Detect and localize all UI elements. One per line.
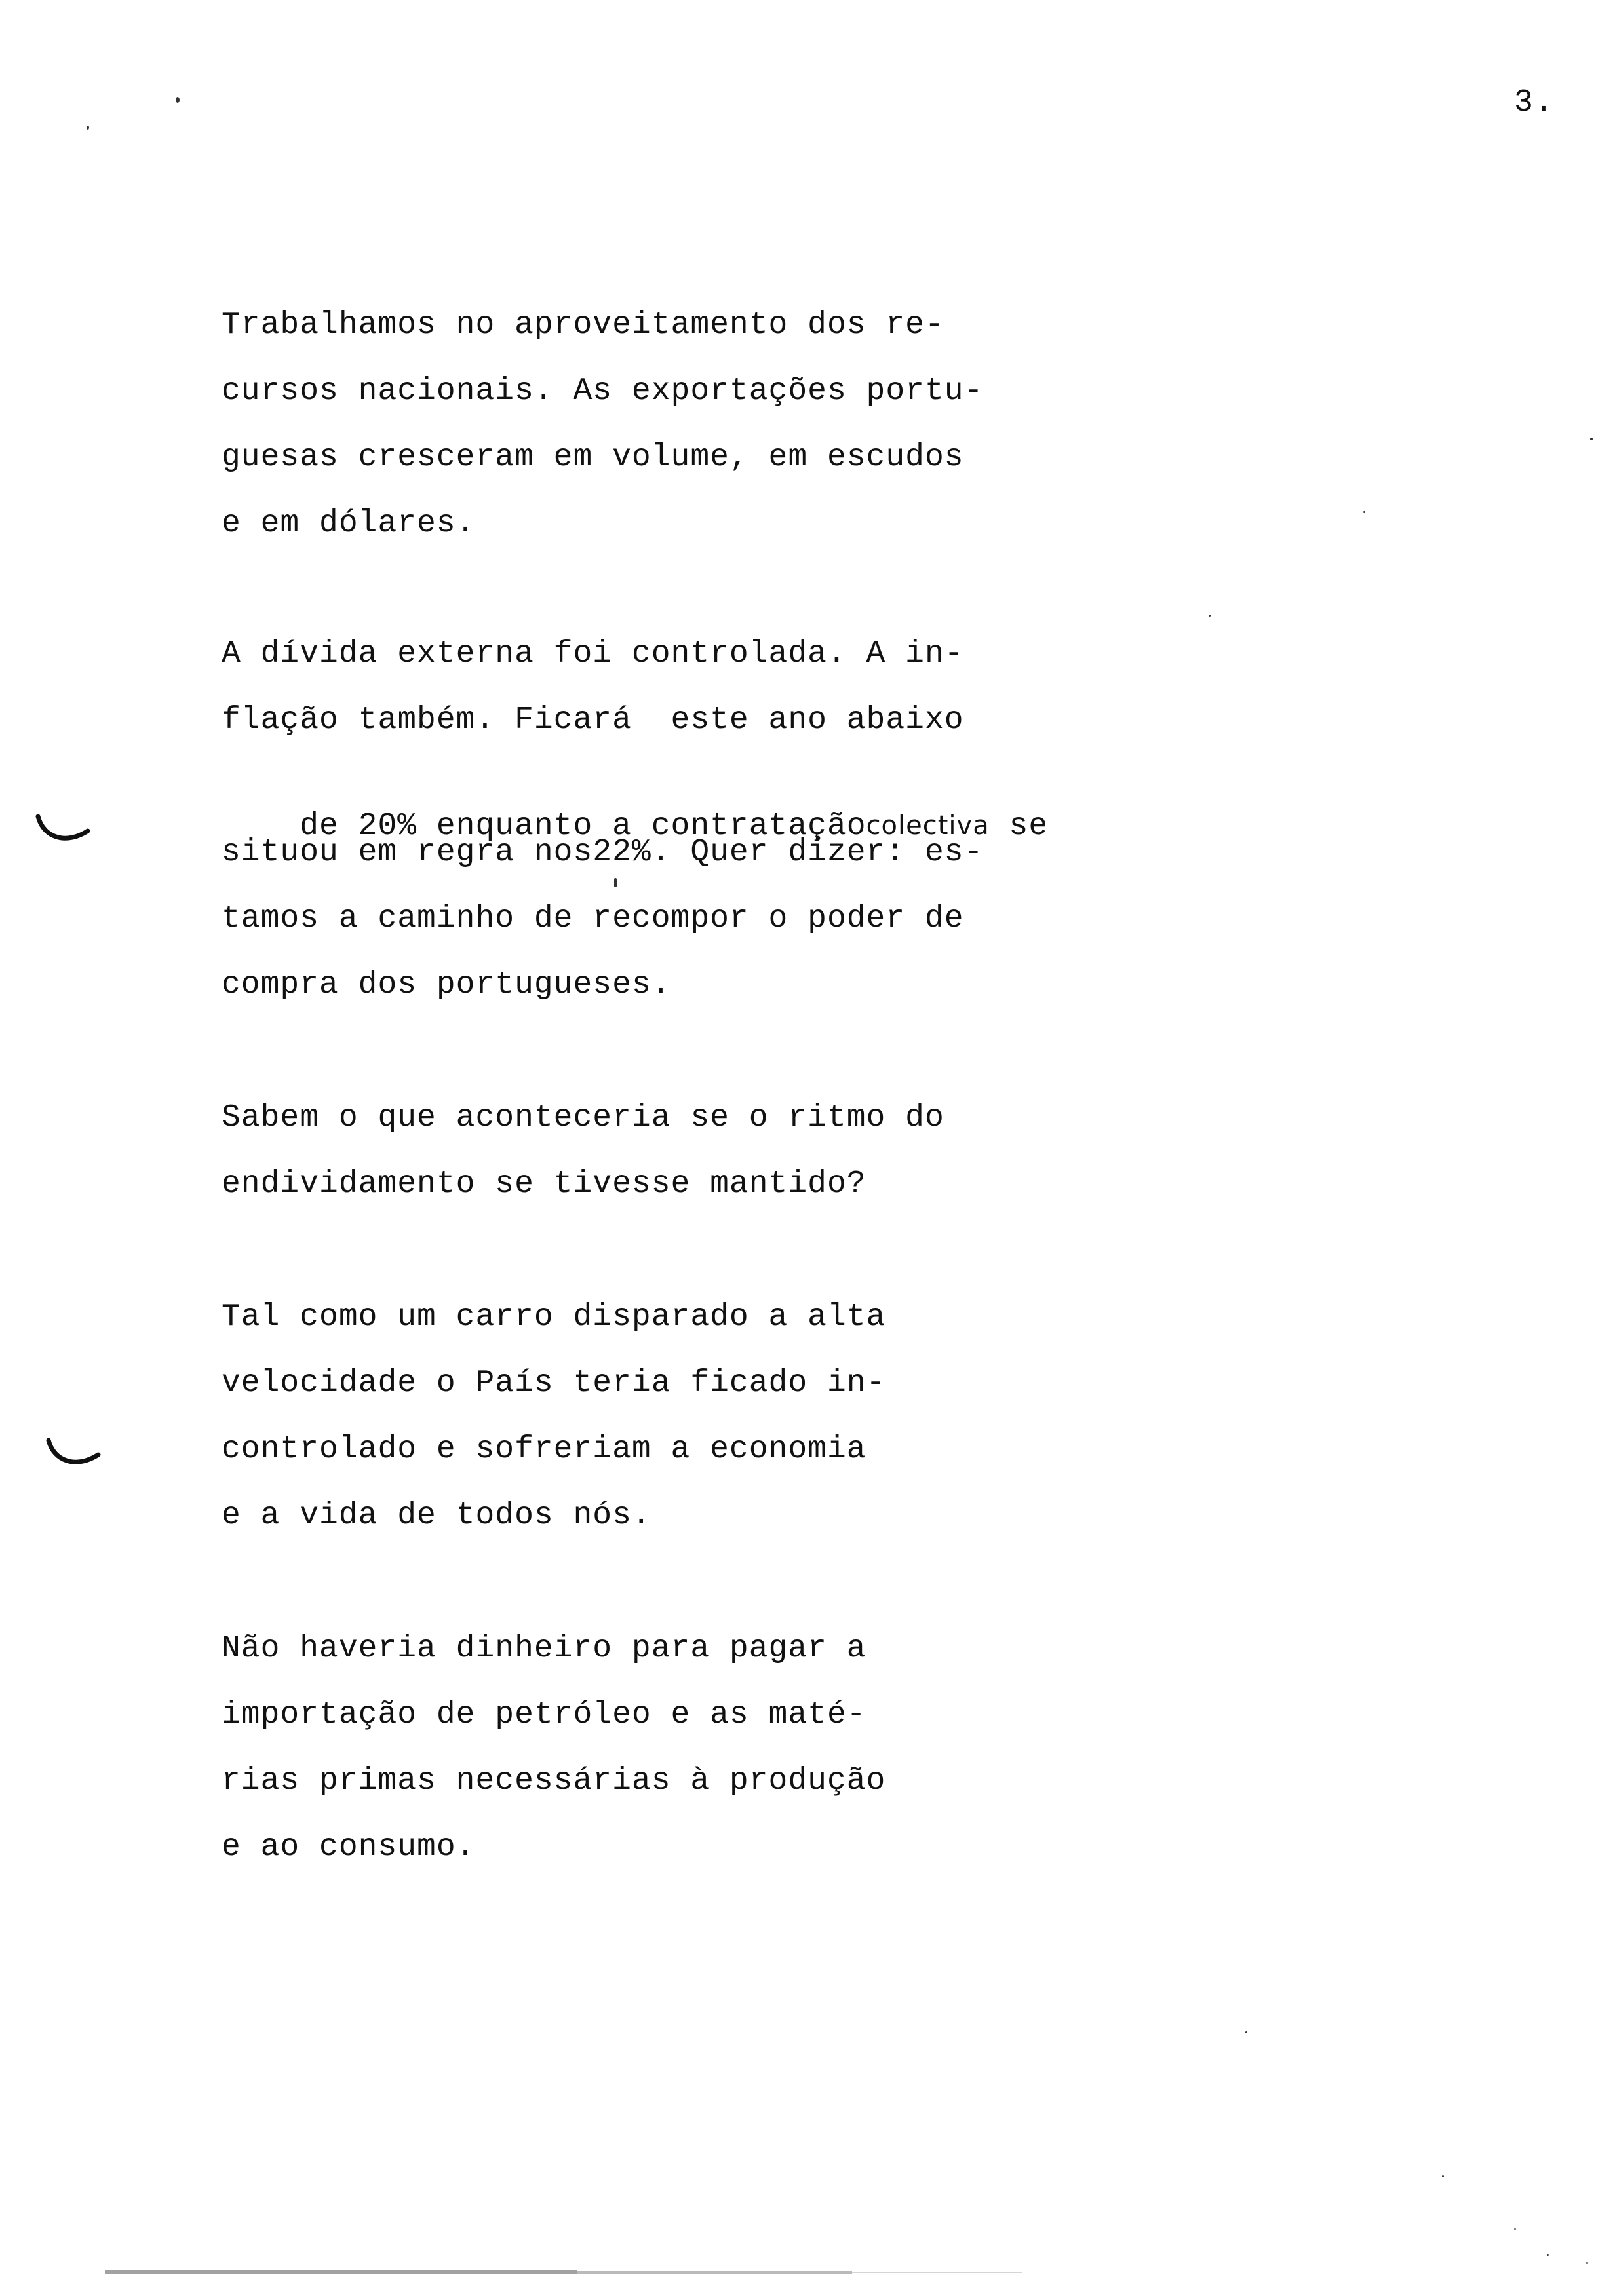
scan-speck <box>1586 2262 1588 2264</box>
paragraph-2-line-4: situou em regra nos22%. Quer dizer: es- <box>222 835 984 870</box>
paragraph-2-line-3-tail: se <box>1009 809 1049 844</box>
scan-speck <box>1514 2228 1516 2230</box>
paragraph-4-line-2: velocidade o País teria ficado in- <box>222 1366 886 1401</box>
paragraph-4-line-3: controlado e sofreriam a economia <box>222 1432 866 1467</box>
paragraph-1-line-3: guesas cresceram em volume, em escudos <box>222 440 964 475</box>
paragraph-1-line-2: cursos nacionais. As exportações portu- <box>222 373 984 409</box>
page-number: 3. <box>1514 85 1555 121</box>
paragraph-3-line-1: Sabem o que aconteceria se o ritmo do <box>222 1100 944 1136</box>
scan-speck <box>87 126 89 130</box>
scan-speck <box>1363 511 1365 513</box>
pen-tick <box>614 878 617 887</box>
scan-speck <box>1442 2175 1444 2177</box>
paragraph-3-line-2: endividamento se tivesse mantido? <box>222 1166 866 1202</box>
scan-speck <box>1245 2031 1247 2033</box>
paragraph-2-line-1: A dívida externa foi controlada. A in- <box>222 636 964 672</box>
paragraph-2-line-3-typed: de 20% enquanto a contratação <box>300 809 866 844</box>
paragraph-2-line-6: compra dos portugueses. <box>222 967 671 1003</box>
paragraph-1-line-4: e em dólares. <box>222 506 476 541</box>
checkmark-arc-icon <box>34 811 93 851</box>
paragraph-1-line-1: Trabalhamos no aproveitamento dos re- <box>222 307 944 343</box>
scan-edge-artifact <box>105 2268 1022 2278</box>
paragraph-5-line-3: rias primas necessárias à produção <box>222 1763 886 1799</box>
paragraph-5-line-1: Não haveria dinheiro para pagar a <box>222 1631 866 1666</box>
paragraph-2-line-2: flação também. Ficará este ano abaixo <box>222 702 964 738</box>
paragraph-5-line-2: importação de petróleo e as maté- <box>222 1697 866 1732</box>
paragraph-5-line-4: e ao consumo. <box>222 1829 476 1865</box>
scan-speck <box>1547 2254 1549 2256</box>
checkmark-arc-icon <box>45 1435 104 1474</box>
scan-speck <box>1209 615 1211 617</box>
scan-speck <box>176 97 180 103</box>
scan-speck <box>1590 438 1593 440</box>
handwritten-correction: colectiva <box>866 811 990 841</box>
paragraph-4-line-4: e a vida de todos nós. <box>222 1498 652 1533</box>
paragraph-4-line-1: Tal como um carro disparado a alta <box>222 1299 886 1335</box>
paragraph-2-line-5: tamos a caminho de recompor o poder de <box>222 901 964 936</box>
